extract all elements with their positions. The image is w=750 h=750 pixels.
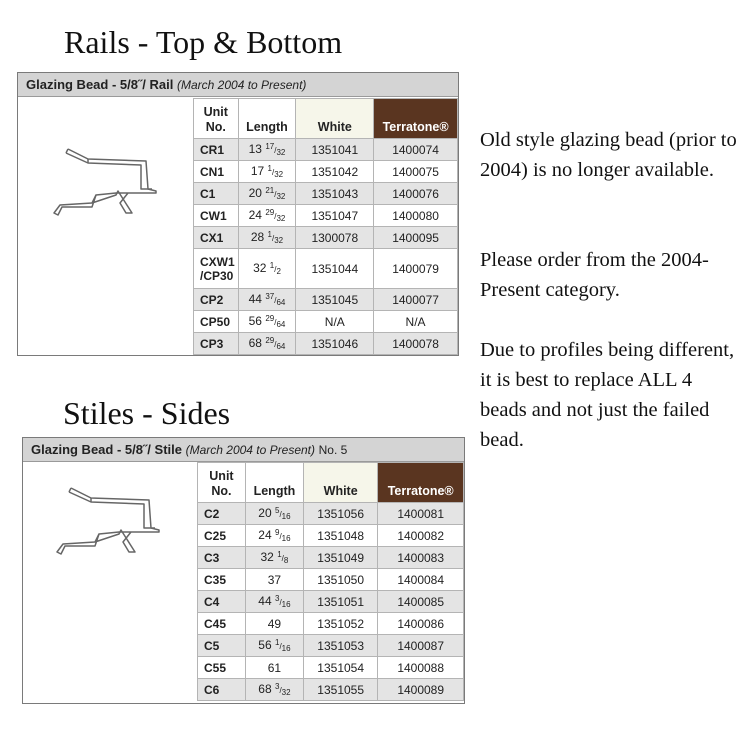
fraction-denominator: 32 xyxy=(274,236,284,245)
white-part-number-cell: 1351055 xyxy=(303,679,377,701)
fraction-denominator: 16 xyxy=(281,512,291,521)
terratone-part-number-cell: 1400086 xyxy=(378,613,464,635)
table-row xyxy=(194,249,458,289)
terratone-part-number-cell: 1400083 xyxy=(378,547,464,569)
length-cell xyxy=(238,183,296,205)
length-cell xyxy=(245,591,303,613)
length-whole: 44 xyxy=(258,594,272,608)
fraction-denominator: 16 xyxy=(281,534,291,543)
length-whole: 68 xyxy=(258,682,272,696)
terratone-part-number-cell: 1400074 xyxy=(374,139,458,161)
col-white: White xyxy=(303,463,377,503)
unit-number-cell: CX1 xyxy=(194,227,239,249)
stiles-header-number: No. 5 xyxy=(318,443,348,457)
table-row xyxy=(198,635,464,657)
length-cell xyxy=(245,613,303,635)
fraction-numerator: 3 xyxy=(274,682,280,691)
fraction-numerator: 1 xyxy=(269,261,275,270)
table-row xyxy=(194,139,458,161)
length-whole: 20 xyxy=(258,506,272,520)
terratone-part-number-cell: 1400087 xyxy=(378,635,464,657)
fraction-denominator: 32 xyxy=(281,688,291,697)
unit-number-cell: CP2 xyxy=(194,289,239,311)
length-fraction: $^3/_{32}$ xyxy=(274,682,291,697)
col-unit-no: Unit No. xyxy=(198,463,246,503)
unit-number-cell: C55 xyxy=(198,657,246,679)
table-row xyxy=(194,289,458,311)
fraction-numerator: 9 xyxy=(274,528,280,537)
length-cell xyxy=(245,503,303,525)
length-whole: 17 xyxy=(250,164,265,178)
length-fraction: $^1/_{32}$ xyxy=(267,230,284,245)
stiles-section-title: Stiles - Sides xyxy=(63,395,231,431)
unit-number-cell: CN1 xyxy=(194,161,239,183)
fraction-denominator: 64 xyxy=(276,342,286,351)
unit-number-cell: C3 xyxy=(198,547,246,569)
fraction-denominator: 8 xyxy=(283,556,289,565)
length-whole: 56 xyxy=(248,314,262,328)
length-whole: 68 xyxy=(248,336,262,350)
length-cell xyxy=(238,249,296,289)
white-part-number-cell: N/A xyxy=(296,311,374,333)
length-whole: 20 xyxy=(248,186,262,200)
length-cell xyxy=(245,525,303,547)
fraction-denominator: 32 xyxy=(274,170,284,179)
col-length: Length xyxy=(245,463,303,503)
terratone-part-number-cell: 1400079 xyxy=(374,249,458,289)
length-whole: 56 xyxy=(258,638,272,652)
length-cell xyxy=(245,635,303,657)
unit-number-cell: CP3 xyxy=(194,333,239,355)
length-whole: 24 xyxy=(258,528,272,542)
terratone-part-number-cell: 1400095 xyxy=(374,227,458,249)
table-row xyxy=(198,547,464,569)
white-part-number-cell: 1351051 xyxy=(303,591,377,613)
white-part-number-cell: 1351045 xyxy=(296,289,374,311)
white-part-number-cell: 1351044 xyxy=(296,249,374,289)
white-part-number-cell: 1351041 xyxy=(296,139,374,161)
terratone-part-number-cell: 1400089 xyxy=(378,679,464,701)
length-fraction: $^{21}/_{32}$ xyxy=(265,186,286,201)
unit-number-cell: C25 xyxy=(198,525,246,547)
length-fraction: $^{17}/_{32}$ xyxy=(265,142,286,157)
stile-bead-profile-icon xyxy=(51,482,171,602)
white-part-number-cell: 1351046 xyxy=(296,333,374,355)
table-row xyxy=(198,591,464,613)
unit-number-cell: C35 xyxy=(198,569,246,591)
rails-panel-header xyxy=(18,73,458,97)
length-whole: 32 xyxy=(260,550,274,564)
fraction-numerator: 3 xyxy=(274,594,280,603)
note-replace-all: Due to profiles being different, it is best to replace ALL 4 beads and not just the failed bead. xyxy=(480,339,735,451)
fraction-numerator: 1 xyxy=(267,164,272,173)
stiles-header-main: Glazing Bead - 5/8˝/ Stile xyxy=(31,442,182,457)
table-row xyxy=(198,657,464,679)
length-cell xyxy=(238,289,296,311)
length-fraction: $^9/_{16}$ xyxy=(274,528,291,543)
length-cell xyxy=(245,547,303,569)
stiles-header-date-range: (March 2004 to Present) xyxy=(185,443,316,457)
length-whole: 37 xyxy=(267,572,282,587)
table-row xyxy=(198,503,464,525)
rail-bead-profile-icon xyxy=(48,143,168,263)
fraction-denominator: 2 xyxy=(276,267,281,276)
table-row xyxy=(194,205,458,227)
fraction-numerator: 1 xyxy=(277,550,282,559)
terratone-part-number-cell: 1400076 xyxy=(374,183,458,205)
length-fraction: $^5/_{16}$ xyxy=(274,506,291,521)
terratone-part-number-cell: 1400075 xyxy=(374,161,458,183)
fraction-denominator: 16 xyxy=(281,644,291,653)
col-white: White xyxy=(296,99,374,139)
white-part-number-cell: 1351052 xyxy=(303,613,377,635)
fraction-denominator: 64 xyxy=(276,298,286,307)
white-part-number-cell: 1300078 xyxy=(296,227,374,249)
length-cell xyxy=(245,657,303,679)
white-part-number-cell: 1351048 xyxy=(303,525,377,547)
white-part-number-cell: 1351042 xyxy=(296,161,374,183)
white-part-number-cell: 1351049 xyxy=(303,547,377,569)
unit-number-cell: C6 xyxy=(198,679,246,701)
terratone-part-number-cell: N/A xyxy=(374,311,458,333)
terratone-part-number-cell: 1400077 xyxy=(374,289,458,311)
note-availability: Old style glazing bead (prior to 2004) is no longer available. xyxy=(480,129,737,181)
fraction-numerator: 17 xyxy=(265,142,275,151)
unit-number-cell: C2 xyxy=(198,503,246,525)
length-cell xyxy=(238,161,296,183)
unit-number-cell: C5 xyxy=(198,635,246,657)
terratone-part-number-cell: 1400084 xyxy=(378,569,464,591)
unit-number-cell: C45 xyxy=(198,613,246,635)
terratone-part-number-cell: 1400081 xyxy=(378,503,464,525)
length-whole: 61 xyxy=(267,660,282,675)
unit-number-cell: C1 xyxy=(194,183,239,205)
white-part-number-cell: 1351053 xyxy=(303,635,377,657)
rails-header-main: Glazing Bead - 5/8˝/ Rail xyxy=(26,77,174,92)
table-row xyxy=(198,679,464,701)
unit-number-cell: CR1 xyxy=(194,139,239,161)
length-fraction: $^{29}/_{32}$ xyxy=(265,208,286,223)
fraction-denominator: 32 xyxy=(276,214,286,223)
white-part-number-cell: 1351043 xyxy=(296,183,374,205)
fraction-numerator: 29 xyxy=(265,314,275,323)
length-fraction: $^{29}/_{64}$ xyxy=(265,336,286,351)
terratone-part-number-cell: 1400082 xyxy=(378,525,464,547)
length-whole: 44 xyxy=(248,292,262,306)
white-part-number-cell: 1351056 xyxy=(303,503,377,525)
length-whole: 49 xyxy=(267,616,282,631)
fraction-numerator: 37 xyxy=(265,292,275,301)
rails-section-title: Rails - Top & Bottom xyxy=(64,24,343,60)
terratone-part-number-cell: 1400078 xyxy=(374,333,458,355)
length-fraction: $^1/_{32}$ xyxy=(267,164,284,179)
table-row xyxy=(198,569,464,591)
length-fraction: $^{29}/_{64}$ xyxy=(265,314,286,329)
unit-number-cell: CP50 xyxy=(194,311,239,333)
fraction-numerator: 21 xyxy=(265,186,275,195)
length-cell xyxy=(238,333,296,355)
length-whole: 24 xyxy=(248,208,262,222)
fraction-numerator: 1 xyxy=(267,230,272,239)
white-part-number-cell: 1351047 xyxy=(296,205,374,227)
col-terratone: Terratone® xyxy=(374,99,458,139)
unit-number-cell: C4 xyxy=(198,591,246,613)
rails-glazing-bead-panel xyxy=(17,72,459,356)
col-unit-no: Unit No. xyxy=(194,99,239,139)
length-fraction: $^1/_{16}$ xyxy=(274,638,291,653)
length-cell xyxy=(238,139,296,161)
length-cell xyxy=(245,569,303,591)
length-cell xyxy=(238,227,296,249)
unit-number-cell: CW1 xyxy=(194,205,239,227)
table-row xyxy=(194,311,458,333)
length-fraction: $^3/_{16}$ xyxy=(274,594,291,609)
fraction-numerator: 5 xyxy=(274,506,280,515)
table-row xyxy=(194,227,458,249)
col-terratone: Terratone® xyxy=(378,463,464,503)
rails-header-date-range: (March 2004 to Present) xyxy=(177,78,307,92)
fraction-denominator: 32 xyxy=(276,148,286,157)
fraction-numerator: 29 xyxy=(265,208,275,217)
length-cell xyxy=(245,679,303,701)
fraction-numerator: 29 xyxy=(265,336,275,345)
white-part-number-cell: 1351050 xyxy=(303,569,377,591)
fraction-denominator: 16 xyxy=(281,600,291,609)
length-whole: 32 xyxy=(253,261,267,275)
table-row xyxy=(194,183,458,205)
length-fraction: $^1/_2$ xyxy=(269,261,281,276)
unit-number-cell: CXW1 /CP30 xyxy=(194,249,239,289)
terratone-part-number-cell: 1400085 xyxy=(378,591,464,613)
stiles-glazing-bead-panel xyxy=(22,437,465,704)
fraction-numerator: 1 xyxy=(274,638,280,647)
length-fraction: $^{37}/_{64}$ xyxy=(265,292,286,307)
stiles-panel-header xyxy=(23,438,464,462)
col-length: Length xyxy=(238,99,296,139)
table-row xyxy=(194,161,458,183)
length-whole: 28 xyxy=(250,230,265,244)
table-row xyxy=(198,613,464,635)
table-row xyxy=(198,525,464,547)
white-part-number-cell: 1351054 xyxy=(303,657,377,679)
fraction-denominator: 32 xyxy=(276,192,286,201)
length-cell xyxy=(238,205,296,227)
terratone-part-number-cell: 1400080 xyxy=(374,205,458,227)
rails-spec-table xyxy=(193,98,458,355)
note-order-category: Please order from the 2004-Present category. xyxy=(480,249,709,301)
stiles-spec-table xyxy=(197,462,464,701)
table-row xyxy=(194,333,458,355)
terratone-part-number-cell: 1400088 xyxy=(378,657,464,679)
length-cell xyxy=(238,311,296,333)
length-whole: 13 xyxy=(248,142,262,156)
fraction-denominator: 64 xyxy=(276,320,286,329)
length-fraction: $^1/_8$ xyxy=(277,550,289,565)
